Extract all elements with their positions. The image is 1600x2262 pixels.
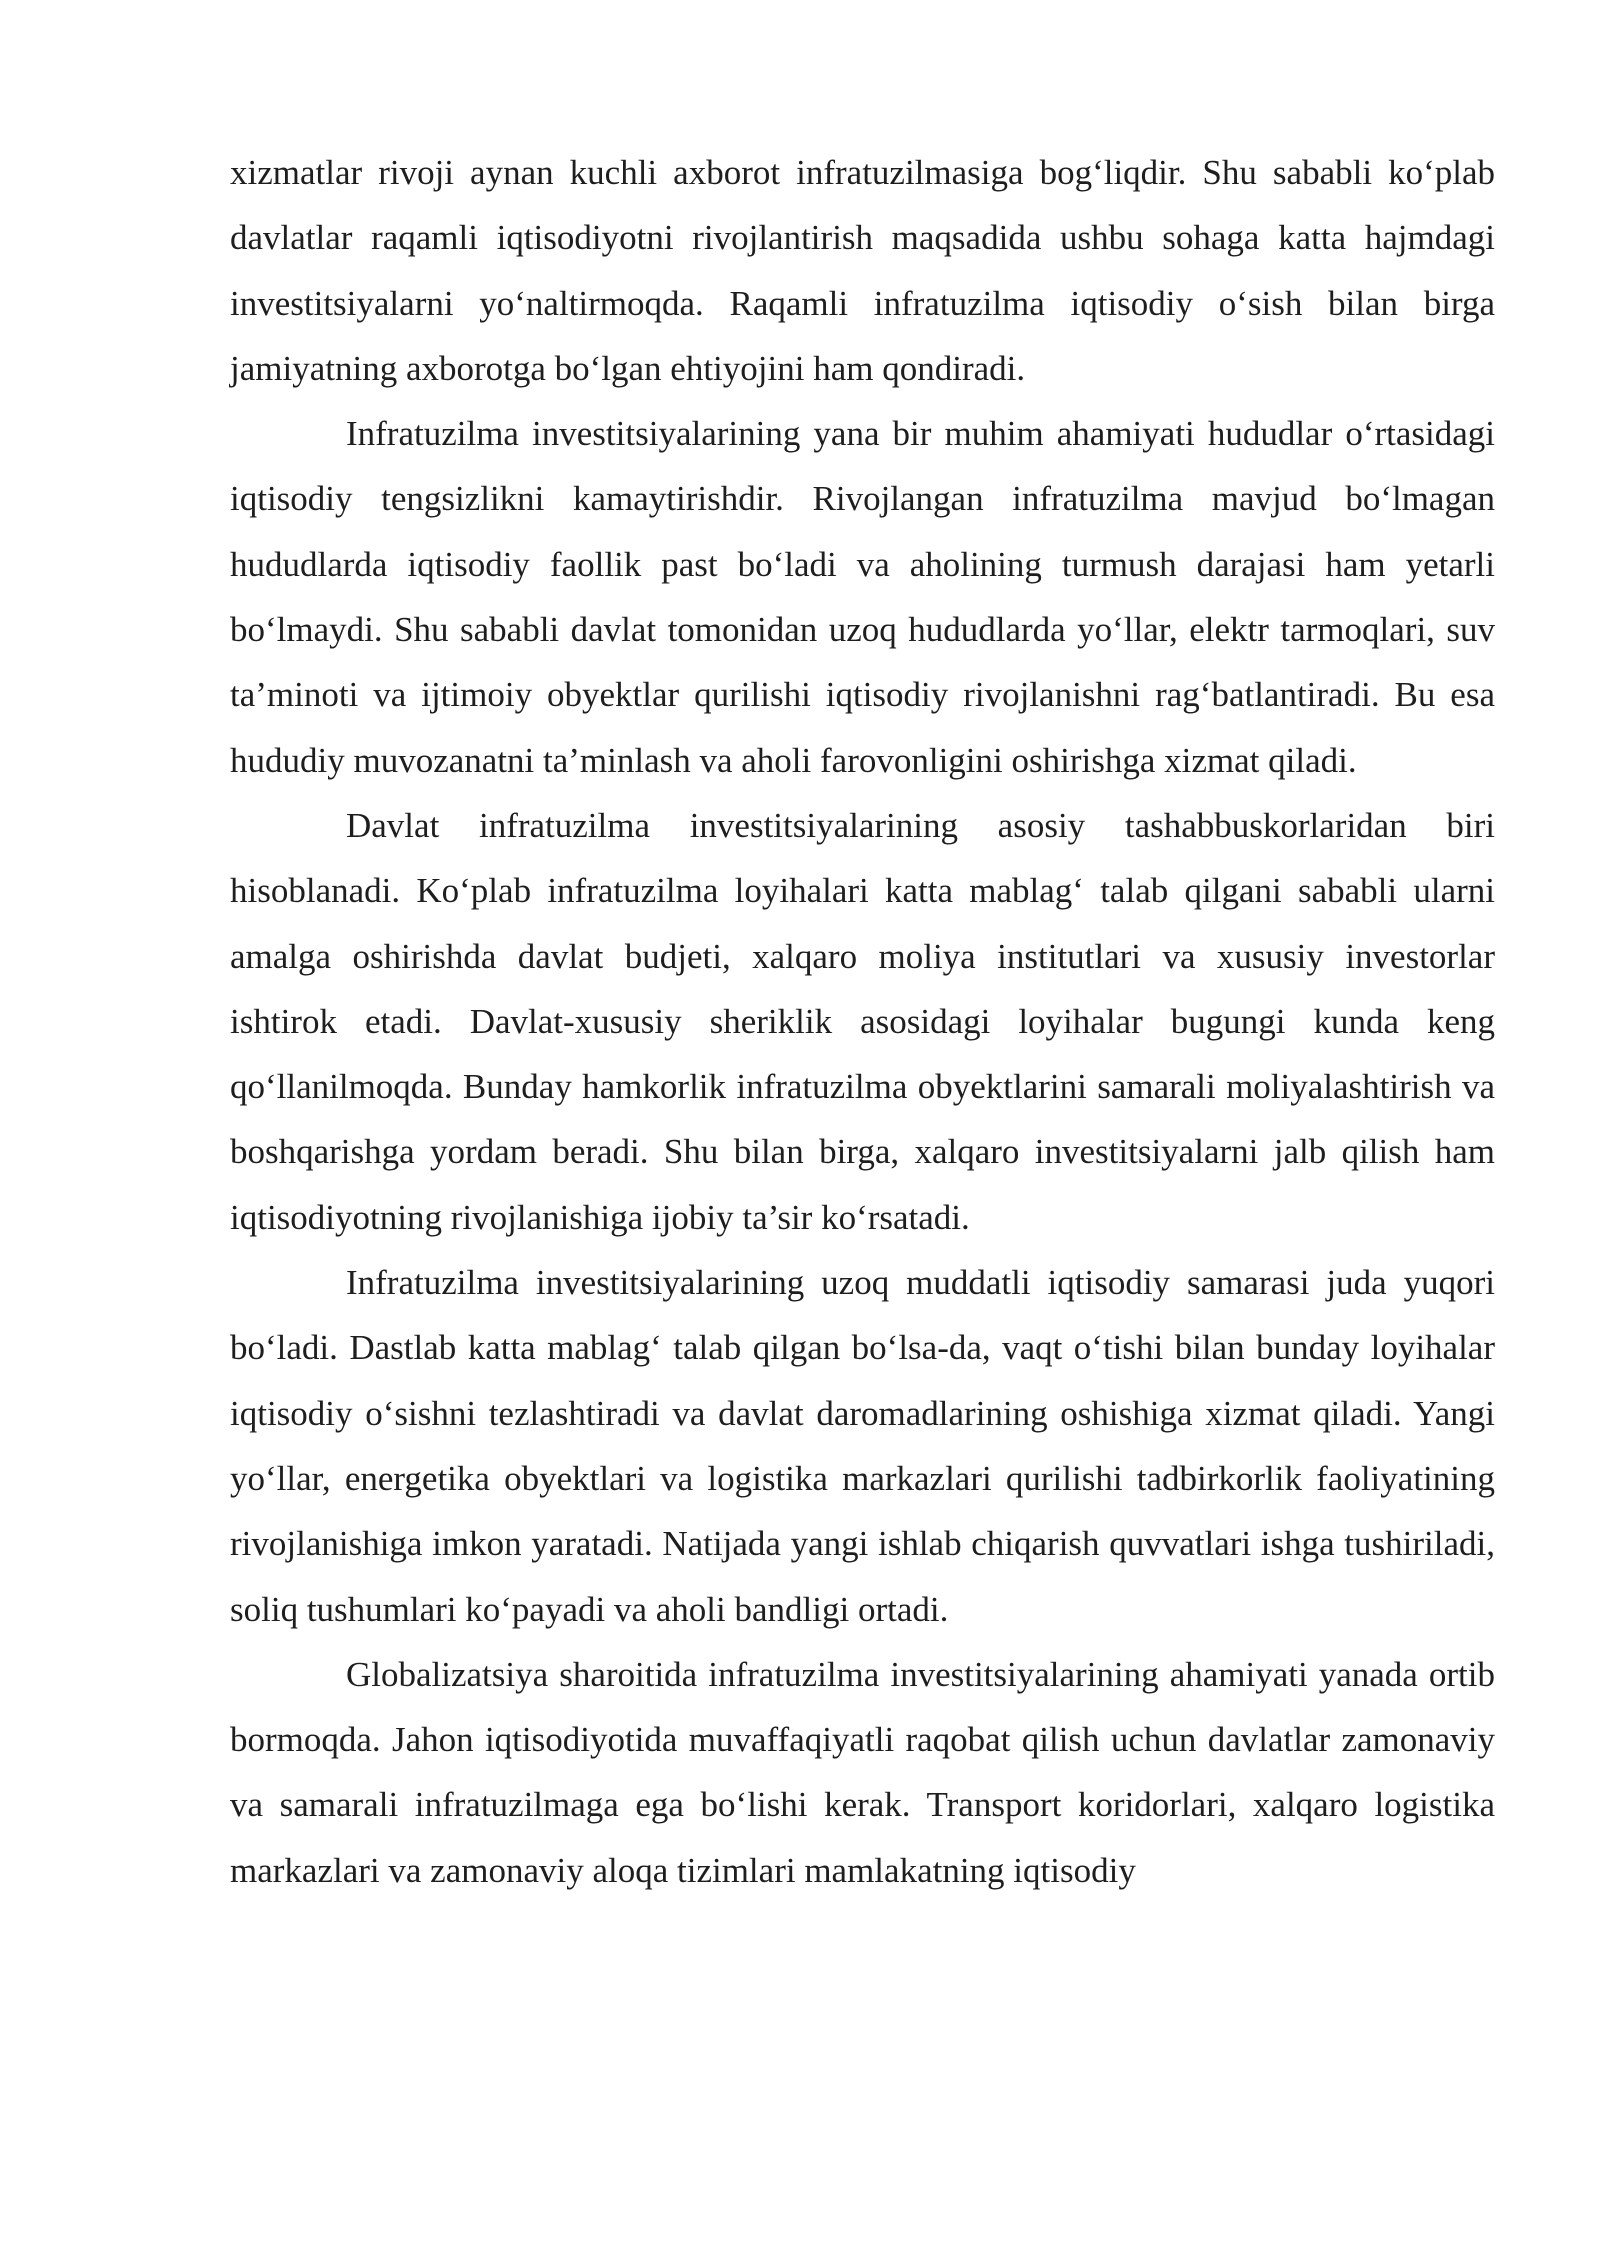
paragraph-1: xizmatlar rivoji aynan kuchli axborot infratuzilmasiga bog‘liqdir. Shu sababli ko‘plab davlatlar raqamli iqtisodiyotni rivojlantirish maqsadida ushbu sohaga katta hajmdagi investitsiyalarni yo‘naltirmoqda. Raqamli infratuzilma iqtisodiy o‘sish bilan birga jamiyatning axborotga bo‘lgan ehtiyojini ham qondiradi.	[230, 153, 1495, 388]
paragraph-5: Globalizatsiya sharoitida infratuzilma investitsiyalarining ahamiyati yanada ortib bormoqda. Jahon iqtisodiyotida muvaffaqiyatli raqobat qilish uchun davlatlar zamonaviy va samarali infratuzilmaga ega bo‘lishi kerak. Transport koridorlari, xalqaro logistika markazlari va zamonaviy aloqa tizimlari mamlakatning iqtisodiy	[230, 1654, 1495, 1890]
document-page	[230, 140, 1495, 1903]
paragraph-4: Infratuzilma investitsiyalarining uzoq muddatli iqtisodiy samarasi juda yuqori bo‘ladi. Dastlab katta mablag‘ talab qilgan bo‘lsa-da, vaqt o‘tishi bilan bunday loyihalar iqtisodiy o‘sishni tezlashtiradi va davlat daromadlarining oshishiga xizmat qiladi. Yangi yo‘llar, energetika obyektlari va logistika markazlari qurilishi tadbirkorlik faoliyatining rivojlanishiga imkon yaratadi. Natijada yangi ishlab chiqarish quvvatlari ishga tushiriladi, soliq tushumlari ko‘payadi va aholi bandligi ortadi.	[230, 1263, 1495, 1629]
paragraph-2: Infratuzilma investitsiyalarining yana bir muhim ahamiyati hududlar o‘rtasidagi iqtisodiy tengsizlikni kamaytirishdir. Rivojlangan infratuzilma mavjud bo‘lmagan hududlarda iqtisodiy faollik past bo‘ladi va aholining turmush darajasi ham yetarli bo‘lmaydi. Shu sababli davlat tomonidan uzoq hududlarda yo‘llar, elektr tarmoqlari, suv ta’minoti va ijtimoiy obyektlar qurilishi iqtisodiy rivojlanishni rag‘batlantiradi. Bu esa hududiy muvozanatni ta’minlash va aholi farovonligini oshirishga xizmat qiladi.	[230, 414, 1495, 780]
paragraph-3: Davlat infratuzilma investitsiyalarining asosiy tashabbuskorlaridan biri hisoblanadi. Ko‘plab infratuzilma loyihalari katta mablag‘ talab qilgani sababli ularni amalga oshirishda davlat budjeti, xalqaro moliya institutlari va xususiy investorlar ishtirok etadi. Davlat-xususiy sheriklik asosidagi loyihalar bugungi kunda keng qo‘llanilmoqda. Bunday hamkorlik infratuzilma obyektlarini samarali moliyalashtirish va boshqarishga yordam beradi. Shu bilan birga, xalqaro investitsiyalarni jalb qilish ham iqtisodiyotning rivojlanishiga ijobiy ta’sir ko‘rsatadi.	[230, 805, 1495, 1237]
